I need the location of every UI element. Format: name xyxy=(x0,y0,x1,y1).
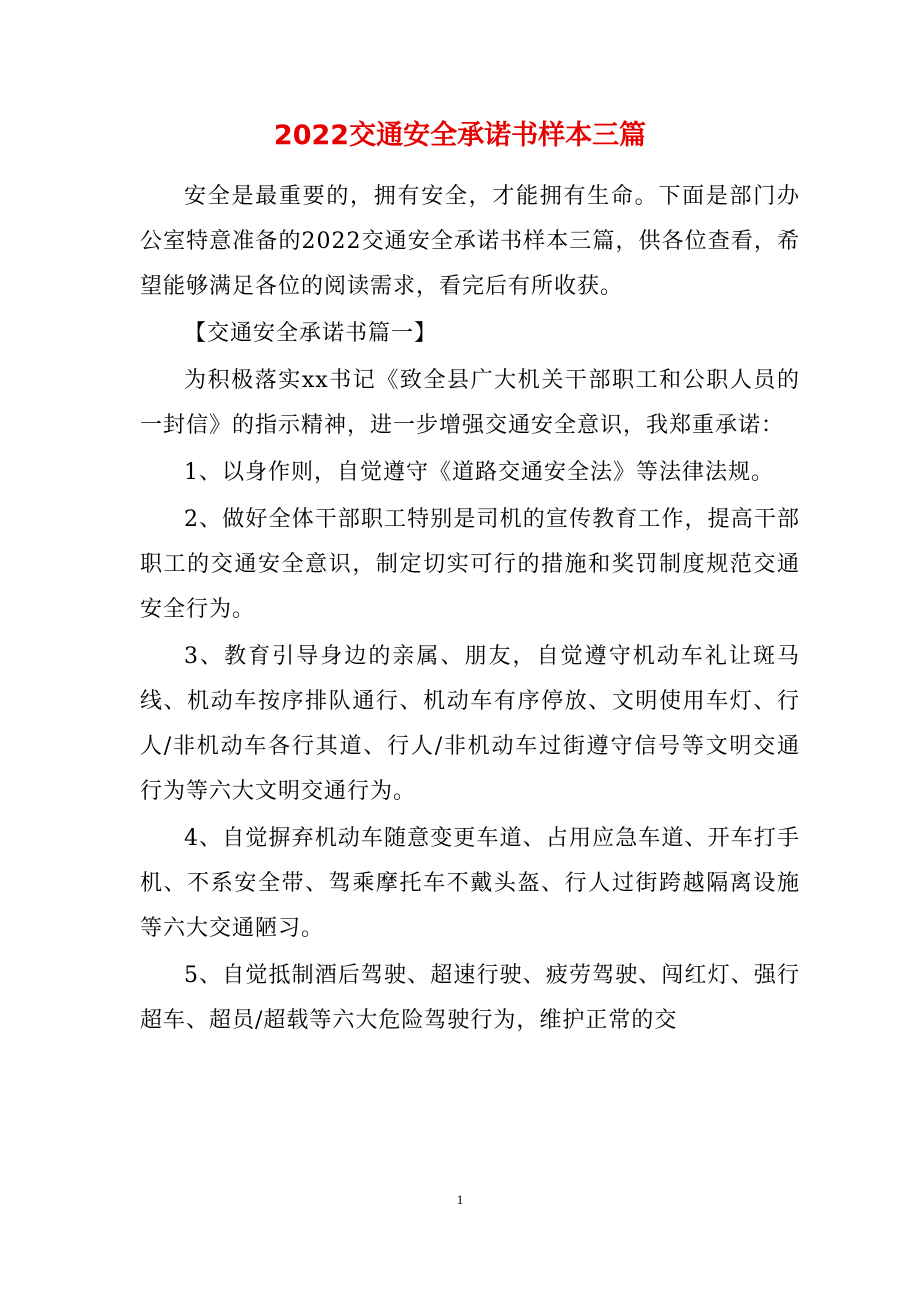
list-item: 4、自觉摒弃机动车随意变更车道、占用应急车道、开车打手机、不系安全带、驾乘摩托车不戴头盔、行人过街跨越隔离设施等六大交通陋习。 xyxy=(140,826,800,941)
intro-paragraph: 安全是最重要的，拥有安全，才能拥有生命。下面是部门办公室特意准备的2022交通安全承诺书样本三篇，供各位查看，希望能够满足各位的阅读需求，看完后有所收获。 xyxy=(140,184,800,299)
list-item: 5、自觉抵制酒后驾驶、超速行驶、疲劳驾驶、闯红灯、强行超车、超员/超载等六大危险驾驶行为，维护正常的交 xyxy=(140,963,800,1033)
document-title: 2022交通安全承诺书样本三篇 xyxy=(273,120,647,151)
list-item: 1、以身作则，自觉遵守《道路交通安全法》等法律法规。 xyxy=(184,460,774,485)
section-heading: 【交通安全承诺书篇一】 xyxy=(184,321,438,346)
page-number: 1 xyxy=(456,1192,464,1207)
body-paragraph: 为积极落实xx书记《致全县广大机关干部职工和公职人员的一封信》的指示精神，进一步增强交通安全意识，我郑重承诺： xyxy=(140,368,800,438)
list-item: 3、教育引导身边的亲属、朋友，自觉遵守机动车礼让斑马线、机动车按序排队通行、机动车有序停放、文明使用车灯、行人/非机动车各行其道、行人/非机动车过街遵守信号等文明交通行为等六大文明交通行为。 xyxy=(140,644,800,804)
document-body xyxy=(140,174,800,1045)
list-item: 2、做好全体干部职工特别是司机的宣传教育工作，提高干部职工的交通安全意识，制定切实可行的措施和奖罚制度规范交通安全行为。 xyxy=(140,507,800,622)
